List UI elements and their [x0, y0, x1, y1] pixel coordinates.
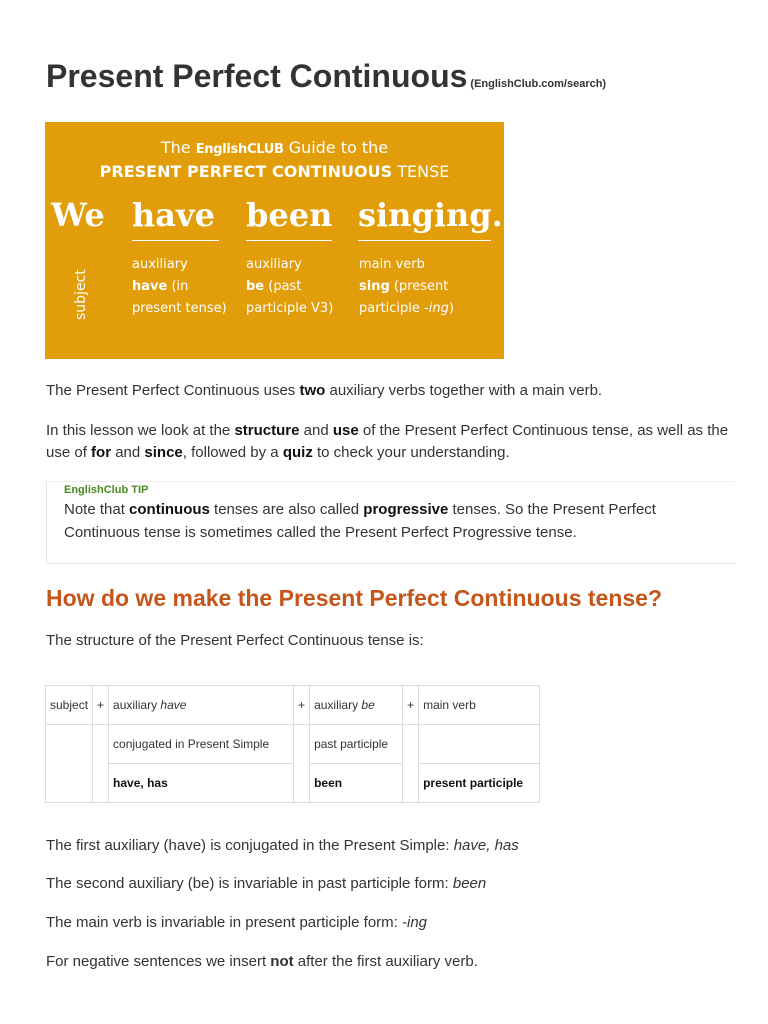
source-link[interactable]: (EnglishClub.com/search)	[470, 78, 607, 90]
table-row	[46, 725, 540, 764]
banner-col-have: auxiliary have (in present tense)	[132, 257, 227, 316]
table-cell-plus: +	[93, 686, 109, 725]
intro-paragraph-2: In this lesson we look at the structure and use of the Present Perfect Continuous tense, as well as the use of for and since, followed by a quiz to check your understanding.	[46, 422, 729, 461]
banner-word-we: We	[51, 196, 105, 234]
structure-intro: The structure of the Present Perfect Continuous tense is:	[46, 632, 424, 649]
table-cell-plus: +	[294, 686, 310, 725]
englishclub-tip-box	[46, 481, 735, 564]
note-second-auxiliary: The second auxiliary (be) is invariable in past participle form: been	[46, 875, 487, 892]
table-cell-past-participle: past participle	[310, 725, 403, 764]
banner-underline-singing	[358, 240, 491, 241]
intro-paragraph-1: The Present Perfect Continuous uses two auxiliary verbs together with a main verb.	[46, 382, 603, 399]
banner-heading-line1: The EnglishCLUB Guide to the	[160, 138, 389, 157]
table-cell-conjugated: conjugated in Present Simple	[109, 725, 294, 764]
since-link[interactable]: since	[144, 444, 183, 461]
banner-word-have: have	[132, 196, 215, 234]
table-cell-empty	[294, 725, 310, 803]
table-cell-plus: +	[403, 686, 419, 725]
tense-guide-banner	[45, 122, 504, 359]
note-first-auxiliary: The first auxiliary (have) is conjugated in the Present Simple: have, has	[46, 837, 519, 854]
table-cell-empty	[93, 725, 109, 803]
table-cell-empty	[419, 725, 540, 764]
table-cell-aux-be: auxiliary be	[310, 686, 403, 725]
tip-label: EnglishClub TIP	[64, 484, 149, 496]
structure-table	[45, 685, 540, 803]
table-cell-empty	[403, 725, 419, 803]
banner-col-been: auxiliary be (past participle V3)	[246, 257, 334, 316]
banner-col-singing: main verb sing (present participle -ing)	[359, 257, 454, 316]
use-link[interactable]: use	[332, 422, 359, 439]
table-row	[46, 686, 540, 725]
quiz-link[interactable]: quiz	[282, 444, 313, 461]
note-negative: For negative sentences we insert not after the first auxiliary verb.	[46, 953, 478, 970]
tip-text: Note that continuous tenses are also called progressive tenses. So the Present Perfect Continuous tense is sometimes called the Present Perfect Progressive tense.	[64, 501, 656, 541]
table-cell-have-has: have, has	[109, 764, 294, 803]
for-link[interactable]: for	[91, 444, 112, 461]
table-cell-present-participle: present participle	[419, 764, 540, 803]
page-title-text: Present Perfect Continuous	[46, 58, 468, 94]
banner-heading-line2: PRESENT PERFECT CONTINUOUS TENSE	[99, 162, 450, 181]
note-main-verb: The main verb is invariable in present participle form: -ing	[46, 914, 428, 931]
englishclub-logo-text: EnglishCLUB	[195, 142, 284, 157]
table-cell-been: been	[310, 764, 403, 803]
table-row	[46, 764, 540, 803]
table-cell-aux-have: auxiliary have	[109, 686, 294, 725]
banner-word-singing: singing.	[358, 196, 503, 234]
banner-subject-label: subject	[73, 269, 89, 320]
banner-underline-been	[246, 240, 332, 241]
table-cell-empty	[46, 725, 93, 803]
structure-link[interactable]: structure	[234, 422, 300, 439]
section-heading: How do we make the Present Perfect Continuous tense?	[46, 585, 663, 611]
banner-underline-have	[132, 240, 219, 241]
table-cell-main-verb: main verb	[419, 686, 540, 725]
table-cell-subject: subject	[46, 686, 93, 725]
page-title	[46, 58, 606, 95]
banner-word-been: been	[246, 196, 333, 234]
